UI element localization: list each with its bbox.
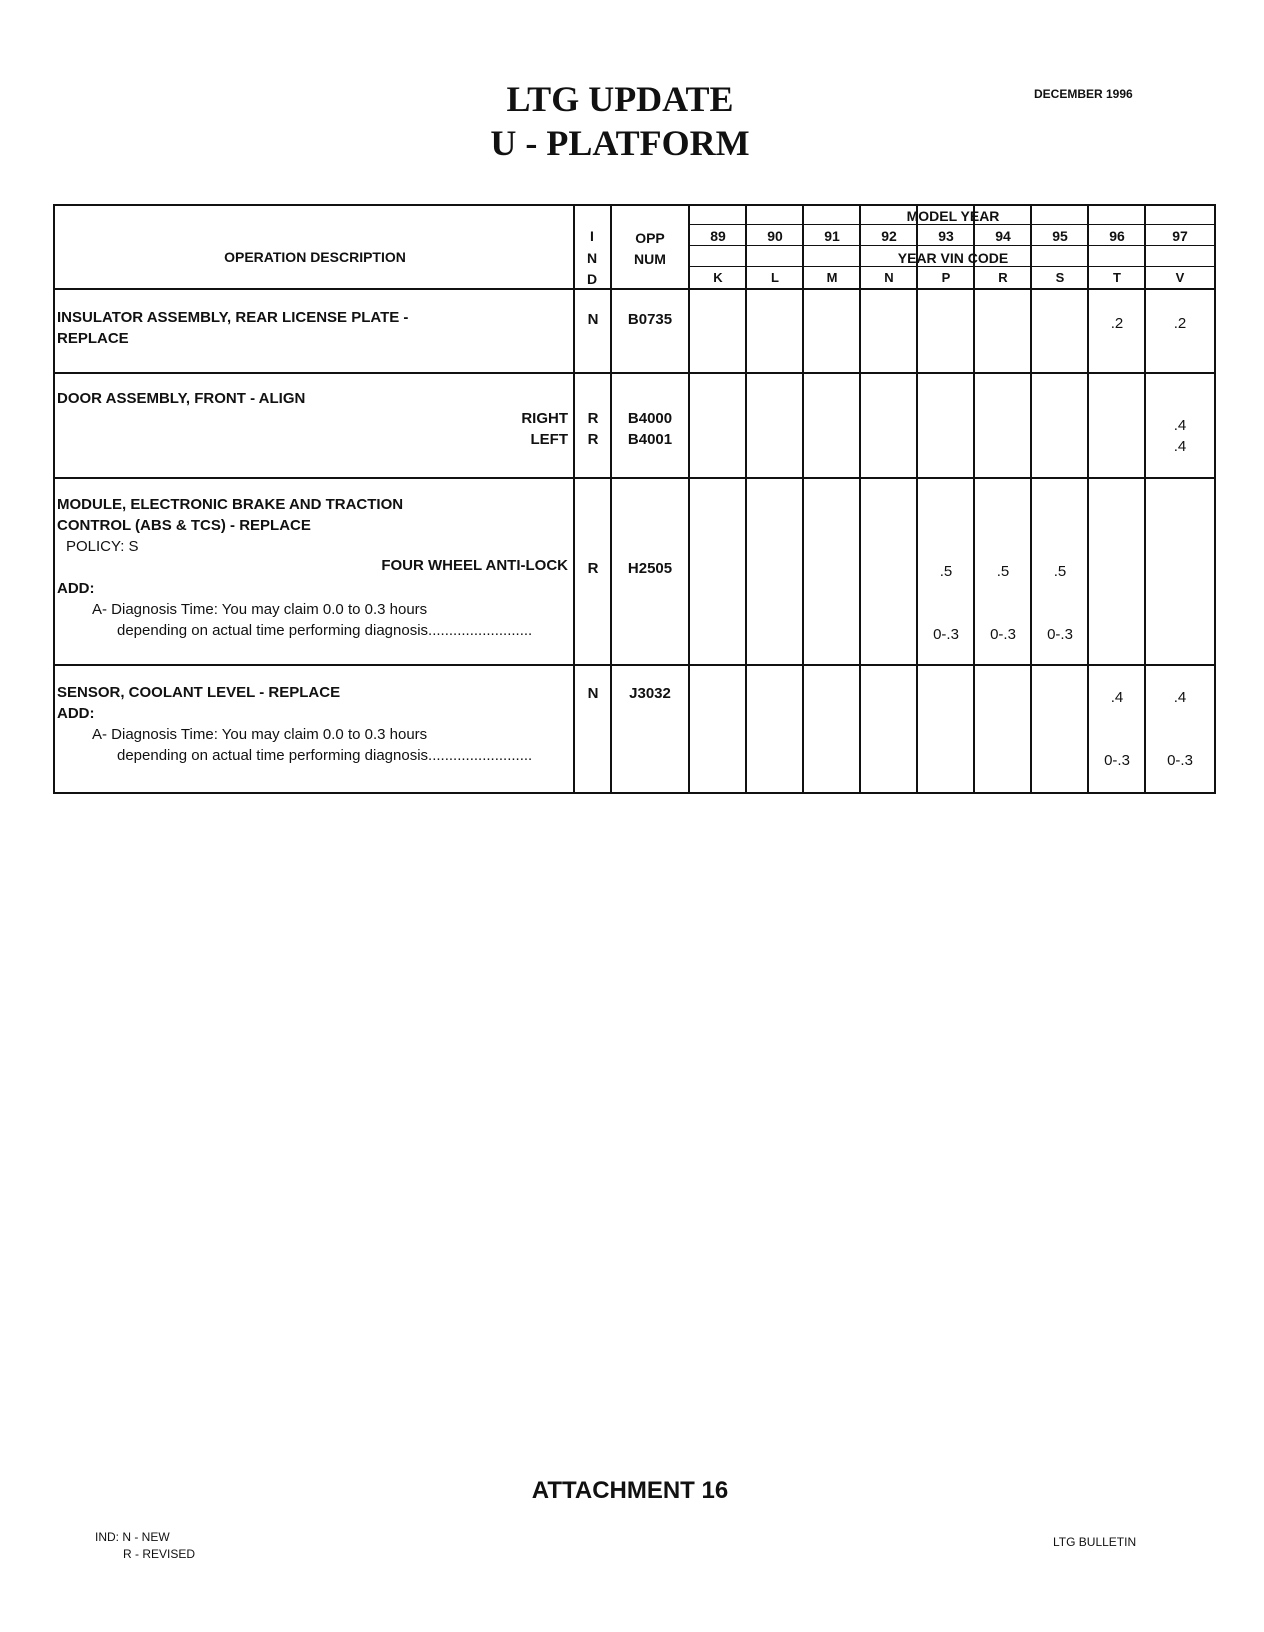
row2-right-value-97: .4	[1173, 417, 1187, 434]
row4-diag-value-97: 0-.3	[1167, 752, 1193, 769]
row2-left-ind: R	[587, 431, 599, 448]
header-ind-i: I	[590, 228, 594, 244]
header-divider	[53, 288, 1216, 290]
row4-diagnosis-note: A- Diagnosis Time: You may claim 0.0 to 0.3 hours	[92, 726, 428, 743]
bulletin-date: DECEMBER 1996	[1034, 87, 1133, 101]
row3-diagnosis-note: A- Diagnosis Time: You may claim 0.0 to 0.3 hours	[92, 601, 428, 618]
grid-line	[573, 204, 575, 794]
vin-code-t: T	[1113, 270, 1121, 285]
row-divider	[53, 477, 1216, 479]
row3-diagnosis-note-cont: depending on actual time performing diagnosis.........................	[117, 622, 533, 639]
row-divider	[53, 372, 1216, 374]
row1-opp-num: B0735	[627, 311, 673, 328]
row2-right-ind: R	[587, 410, 599, 427]
year-93: 93	[938, 228, 954, 244]
year-90: 90	[767, 228, 783, 244]
row1-value-97: .2	[1173, 315, 1187, 332]
header-model-year: MODEL YEAR	[906, 208, 1000, 224]
row3-ind: R	[587, 560, 599, 577]
row4-value-97: .4	[1173, 689, 1187, 706]
vin-code-p: P	[941, 270, 951, 285]
year-94: 94	[995, 228, 1011, 244]
header-operation-description: OPERATION DESCRIPTION	[224, 249, 406, 265]
grid-line	[688, 266, 1216, 267]
header-year-vin-code: YEAR VIN CODE	[897, 250, 1009, 266]
grid-line	[859, 204, 861, 794]
row2-right-opp-num: B4000	[627, 410, 673, 427]
row1-value-96: .2	[1110, 315, 1124, 332]
row4-diagnosis-note-cont: depending on actual time performing diagnosis.........................	[117, 747, 533, 764]
grid-line	[745, 204, 747, 794]
grid-line	[688, 224, 1216, 225]
attachment-label: ATTACHMENT 16	[531, 1477, 729, 1504]
row3-diag-value-95: 0-.3	[1047, 626, 1073, 643]
row4-value-96: .4	[1110, 689, 1124, 706]
year-91: 91	[824, 228, 840, 244]
page-title: LTG UPDATE	[506, 79, 734, 119]
year-95: 95	[1052, 228, 1068, 244]
grid-line	[688, 204, 690, 794]
row3-value-95: .5	[1053, 563, 1067, 580]
year-97: 97	[1172, 228, 1188, 244]
header-ind-n: N	[586, 250, 598, 266]
grid-line	[688, 245, 1216, 246]
year-92: 92	[881, 228, 897, 244]
row2-description: DOOR ASSEMBLY, FRONT - ALIGN	[57, 390, 306, 407]
header-ind-d: D	[586, 271, 598, 287]
grid-line	[1030, 204, 1032, 794]
year-89: 89	[710, 228, 726, 244]
ind-legend-revised: R - REVISED	[123, 1547, 196, 1561]
year-96: 96	[1109, 228, 1125, 244]
vin-code-s: S	[1055, 270, 1065, 285]
header-opp: OPP	[635, 230, 665, 246]
vin-code-n: N	[884, 270, 894, 285]
vin-code-k: K	[713, 270, 723, 285]
grid-line	[802, 204, 804, 794]
row4-diag-value-96: 0-.3	[1104, 752, 1130, 769]
row3-sub-label: FOUR WHEEL ANTI-LOCK	[381, 557, 568, 574]
row-divider	[53, 664, 1216, 666]
row4-description: SENSOR, COOLANT LEVEL - REPLACE	[57, 684, 341, 701]
row2-left-label: LEFT	[530, 431, 568, 448]
page-subtitle: U - PLATFORM	[490, 123, 750, 163]
vin-code-r: R	[998, 270, 1008, 285]
row1-description: INSULATOR ASSEMBLY, REAR LICENSE PLATE - REPLACE	[57, 309, 409, 347]
row3-description: MODULE, ELECTRONIC BRAKE AND TRACTION CONTROL (ABS & TCS) - REPLACE	[57, 496, 404, 534]
row3-diag-value-94: 0-.3	[990, 626, 1016, 643]
grid-line	[973, 204, 975, 794]
header-num: NUM	[634, 251, 666, 267]
row1-ind: N	[587, 311, 599, 328]
grid-line	[610, 204, 612, 794]
row3-opp-num: H2505	[627, 560, 673, 577]
grid-line	[916, 204, 918, 794]
row4-add-label: ADD:	[57, 705, 95, 722]
row2-left-value-97: .4	[1173, 438, 1187, 455]
ind-legend-new: IND: N - NEW	[95, 1530, 170, 1544]
row4-opp-num: J3032	[629, 685, 671, 702]
vin-code-l: L	[771, 270, 779, 285]
footer-bulletin: LTG BULLETIN	[1053, 1535, 1137, 1549]
row4-ind: N	[587, 685, 599, 702]
row3-value-93: .5	[939, 563, 953, 580]
row3-value-94: .5	[996, 563, 1010, 580]
row2-right-label: RIGHT	[521, 410, 568, 427]
vin-code-m: M	[826, 270, 838, 285]
row3-add-label: ADD:	[57, 580, 95, 597]
row3-diag-value-93: 0-.3	[933, 626, 959, 643]
row3-policy: POLICY: S	[66, 538, 139, 555]
vin-code-v: V	[1175, 270, 1185, 285]
row2-left-opp-num: B4001	[627, 431, 673, 448]
